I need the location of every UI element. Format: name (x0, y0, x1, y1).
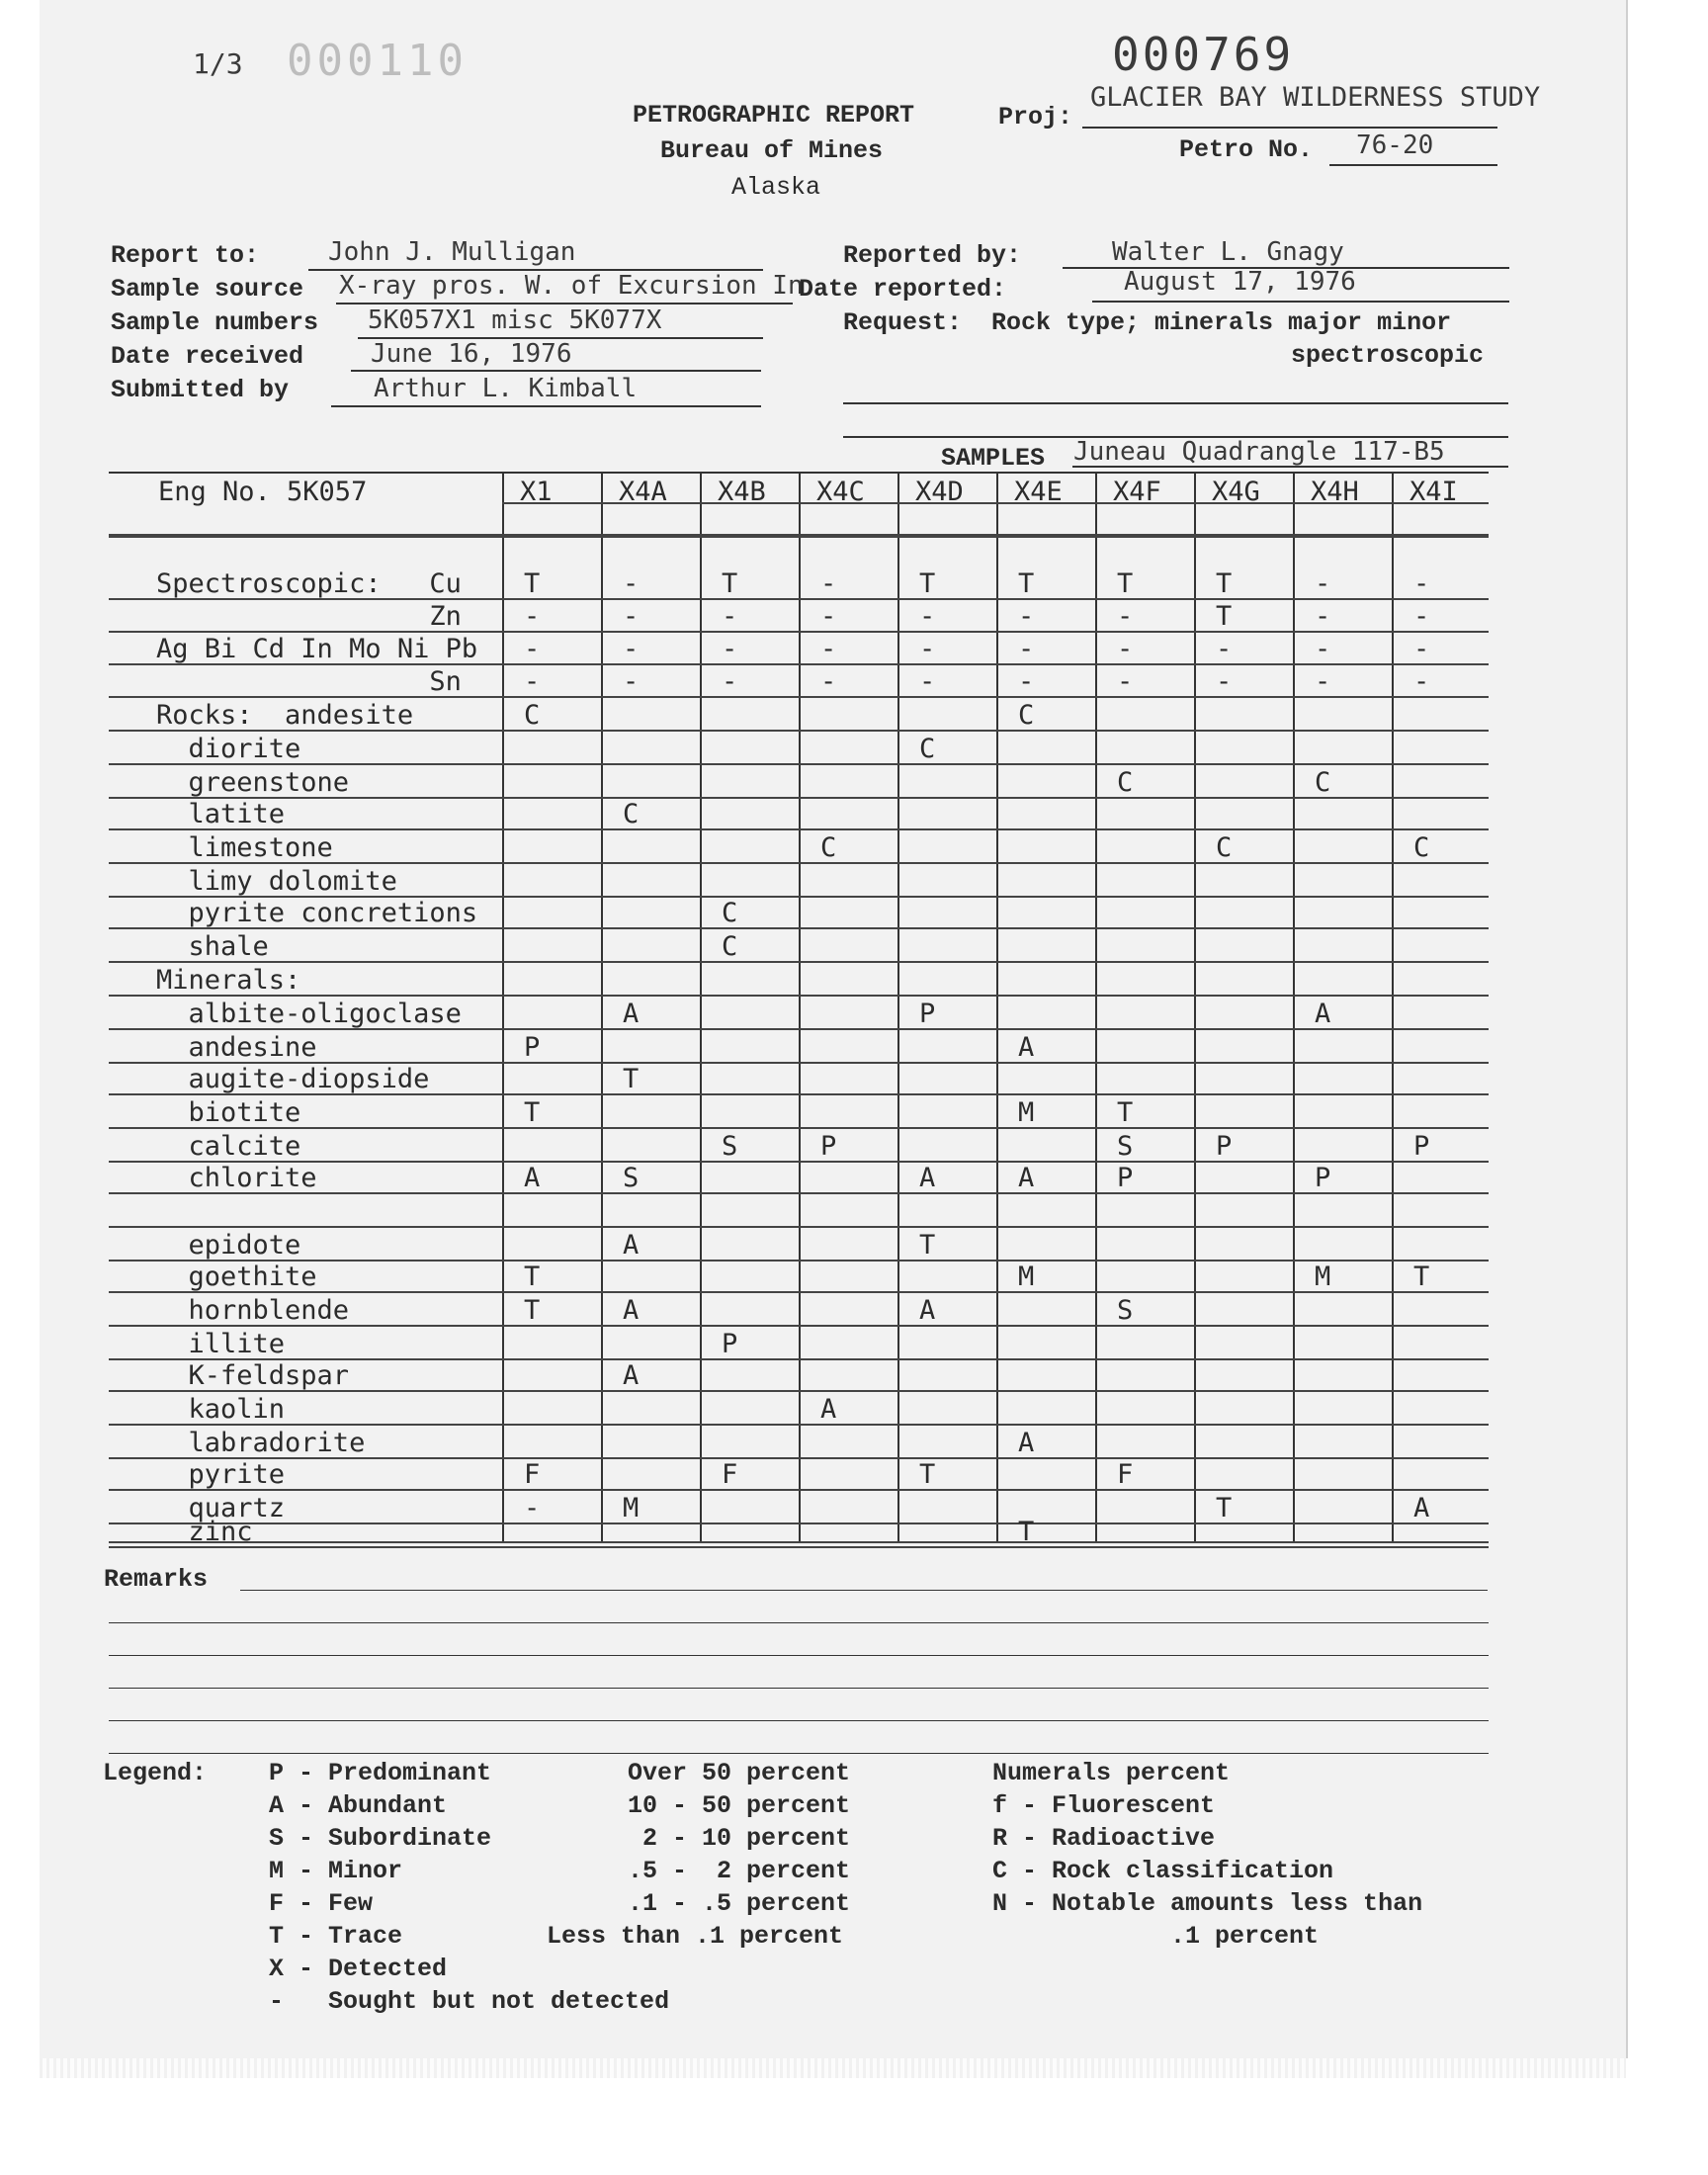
project-name: GLACIER BAY WILDERNESS STUDY (1090, 82, 1541, 113)
table-row-label: shale (156, 931, 269, 962)
table-cell: T (524, 1295, 541, 1326)
table-cell: S (623, 1163, 640, 1193)
date-reported-underline (1092, 301, 1509, 303)
table-cell: A (1018, 1163, 1035, 1193)
legend-code: - Sought but not detected (269, 1987, 670, 2016)
table-bottom-border (109, 1541, 1489, 1543)
table-row-label: augite-diopside (156, 1064, 430, 1094)
table-cell: T (524, 568, 541, 599)
document-number: 000769 (1112, 28, 1295, 81)
table-row-label: Minerals: (156, 965, 301, 996)
table-cell: S (722, 1131, 738, 1162)
header-row-divider (502, 502, 1489, 504)
table-cell: F (524, 1459, 541, 1490)
table-cell: T (919, 568, 936, 599)
table-cell: M (623, 1493, 640, 1523)
table-cell: C (1117, 767, 1134, 798)
table-cell: T (524, 1262, 541, 1292)
table-cell: - (524, 1493, 541, 1523)
project-underline (1082, 127, 1497, 129)
table-cell: T (524, 1097, 541, 1128)
table-row-divider (109, 763, 1489, 765)
quadrangle-name: Juneau Quadrangle 117-B5 (1073, 437, 1445, 467)
table-row-label: limestone (156, 832, 333, 863)
legend-range: 2 - 10 percent (628, 1824, 851, 1853)
table-cell: C (1216, 832, 1233, 863)
date-received-label: Date received (111, 342, 304, 371)
table-cell: T (1216, 568, 1233, 599)
table-cell: C (1413, 832, 1430, 863)
table-cell: M (1315, 1262, 1331, 1292)
table-row-label: Ag Bi Cd In Mo Ni Pb (156, 634, 478, 664)
legend-range: Over 50 percent (628, 1759, 851, 1787)
table-cell: P (1413, 1131, 1430, 1162)
legend-code: X - Detected (269, 1955, 448, 1983)
table-cell: - (919, 634, 936, 664)
table-row-label: greenstone (156, 767, 350, 798)
table-cell: - (1216, 634, 1233, 664)
table-row-label: Zn (156, 601, 462, 632)
table-row-divider (109, 631, 1489, 633)
table-cell: T (1018, 568, 1035, 599)
table-row-divider (109, 961, 1489, 963)
legend-code: S - Subordinate (269, 1824, 492, 1853)
table-cell: F (722, 1459, 738, 1490)
page-fraction: 1/3 (193, 47, 243, 80)
table-cell: C (722, 898, 738, 928)
table-cell: T (1018, 1517, 1035, 1547)
table-cell: - (1413, 601, 1430, 632)
table-cell: A (524, 1163, 541, 1193)
table-row-divider (109, 1390, 1489, 1392)
legend-note: C - Rock classification (992, 1857, 1334, 1885)
table-cell: C (820, 832, 837, 863)
table-cell: T (623, 1064, 640, 1094)
report-to-label: Report to: (111, 241, 260, 270)
faint-stamp-number: 000110 (287, 36, 468, 86)
table-cell: - (1315, 666, 1331, 697)
legend-label: Legend: (103, 1759, 208, 1787)
table-cell: - (820, 666, 837, 697)
report-to-value: John J. Mulligan (328, 237, 576, 267)
remarks-line-4 (109, 1688, 1489, 1689)
sample-source-label: Sample source (111, 275, 304, 304)
table-cell: A (623, 1295, 640, 1326)
legend-note: Numerals percent (992, 1759, 1231, 1787)
table-cell: P (919, 999, 936, 1029)
samples-label: SAMPLES (941, 444, 1046, 473)
column-header-x4d: X4D (915, 477, 964, 507)
date-received-underline (351, 370, 761, 372)
table-row-divider (109, 1325, 1489, 1327)
table-row-label: latite (156, 799, 286, 829)
table-row-divider (109, 730, 1489, 732)
table-cell: - (1117, 601, 1134, 632)
scan-edge (40, 2058, 1626, 2078)
table-row-label: chlorite (156, 1163, 317, 1193)
request-line-2: spectroscopic (1291, 341, 1485, 370)
table-row-divider (109, 696, 1489, 698)
organization-name: Bureau of Mines (660, 136, 884, 165)
table-cell: P (820, 1131, 837, 1162)
legend-code: M - Minor (269, 1857, 403, 1885)
table-row-divider (109, 828, 1489, 830)
table-cell: - (1315, 601, 1331, 632)
table-cell: - (1315, 568, 1331, 599)
reported-by-label: Reported by: (843, 241, 1022, 270)
table-cell: A (919, 1163, 936, 1193)
table-cell: S (1117, 1295, 1134, 1326)
table-row-label: Rocks: andesite (156, 700, 414, 731)
table-cell: - (524, 634, 541, 664)
table-cell: F (1117, 1459, 1134, 1490)
table-row-label: kaolin (156, 1394, 286, 1425)
date-received-value: June 16, 1976 (371, 339, 572, 369)
column-header-x4f: X4F (1113, 477, 1161, 507)
table-cell: - (1117, 666, 1134, 697)
table-cell: - (1018, 634, 1035, 664)
table-cell: T (722, 568, 738, 599)
table-cell: - (623, 601, 640, 632)
report-title: PETROGRAPHIC REPORT (633, 101, 915, 130)
table-row-divider (109, 663, 1489, 665)
table-row-divider (109, 1489, 1489, 1491)
table-cell: T (1216, 1493, 1233, 1523)
legend-code: P - Predominant (269, 1759, 492, 1787)
table-row-divider (109, 1028, 1489, 1030)
submitted-by-value: Arthur L. Kimball (374, 374, 638, 403)
remarks-line-3 (109, 1655, 1489, 1656)
table-cell: T (1117, 568, 1134, 599)
sample-numbers-value: 5K057X1 misc 5K077X (368, 305, 662, 335)
table-row-divider (109, 1424, 1489, 1426)
table-row-divider (109, 1192, 1489, 1194)
table-row-label: albite-oligoclase (156, 999, 462, 1029)
table-row-label: Sn (156, 666, 462, 697)
table-cell: - (1216, 666, 1233, 697)
remarks-label: Remarks (104, 1565, 209, 1594)
legend-note: .1 percent (992, 1922, 1320, 1951)
legend-code: A - Abundant (269, 1791, 448, 1820)
table-row-divider (109, 797, 1489, 799)
legend-note: f - Fluorescent (992, 1791, 1216, 1820)
remarks-line-6 (109, 1753, 1489, 1754)
table-cell: - (623, 666, 640, 697)
table-row-label: diorite (156, 734, 301, 764)
table-row-label: labradorite (156, 1428, 366, 1458)
table-row-label: biotite (156, 1097, 301, 1128)
table-row-label: goethite (156, 1262, 317, 1292)
legend-code: F - Few (269, 1889, 374, 1918)
table-cell: T (1216, 601, 1233, 632)
table-cell: - (1018, 666, 1035, 697)
table-cell: P (1216, 1131, 1233, 1162)
date-reported-label: Date reported: (799, 275, 1007, 304)
table-cell: - (524, 666, 541, 697)
table-row-label: pyrite concretions (156, 898, 478, 928)
table-cell: P (722, 1329, 738, 1359)
table-cell: - (722, 666, 738, 697)
legend-range: Less than .1 percent (547, 1922, 844, 1951)
legend-range: 10 - 50 percent (628, 1791, 851, 1820)
table-row-label: zinc (156, 1517, 253, 1547)
table-cell: - (820, 568, 837, 599)
table-cell: T (1413, 1262, 1430, 1292)
table-cell: A (623, 1230, 640, 1261)
remarks-line-1 (240, 1590, 1488, 1591)
table-cell: A (820, 1394, 837, 1425)
table-row-label: andesine (156, 1032, 317, 1063)
table-cell: S (1117, 1131, 1134, 1162)
table-cell: C (1018, 700, 1035, 731)
table-row-divider (109, 1226, 1489, 1228)
table-cell: M (1018, 1097, 1035, 1128)
table-cell: A (1018, 1428, 1035, 1458)
table-cell: - (1117, 634, 1134, 664)
table-row-label: calcite (156, 1131, 301, 1162)
table-row-label: quartz (156, 1493, 286, 1523)
table-cell: P (1315, 1163, 1331, 1193)
petro-label: Petro No. (1179, 135, 1314, 164)
table-cell: A (1018, 1032, 1035, 1063)
column-header-x1: X1 (520, 477, 553, 507)
table-cell: - (524, 601, 541, 632)
table-row-divider (109, 995, 1489, 997)
table-cell: - (820, 634, 837, 664)
table-row-divider (109, 1093, 1489, 1095)
table-cell: C (722, 931, 738, 962)
column-header-x4h: X4H (1311, 477, 1359, 507)
table-cell: - (623, 634, 640, 664)
table-cell: A (1315, 999, 1331, 1029)
table-cell: - (1413, 634, 1430, 664)
table-row-label: epidote (156, 1230, 301, 1261)
table-cell: P (1117, 1163, 1134, 1193)
submitted-by-label: Submitted by (111, 376, 290, 404)
column-header-x4g: X4G (1212, 477, 1260, 507)
table-row-label: pyrite (156, 1459, 286, 1490)
table-cell: A (919, 1295, 936, 1326)
sample-source-underline (336, 303, 793, 304)
table-cell: - (722, 601, 738, 632)
table-row-divider (109, 862, 1489, 864)
table-cell: M (1018, 1262, 1035, 1292)
table-cell: P (524, 1032, 541, 1063)
table-cell: C (623, 799, 640, 829)
table-row-divider (109, 1546, 1489, 1548)
table-cell: T (1117, 1097, 1134, 1128)
table-row-label: limy dolomite (156, 866, 397, 897)
table-row-divider (109, 598, 1489, 600)
table-cell: - (820, 601, 837, 632)
petro-number: 76-20 (1356, 130, 1434, 160)
table-row-divider (109, 927, 1489, 929)
submitted-by-underline (331, 405, 761, 407)
quadrangle-underline (1072, 466, 1508, 468)
eng-number: Eng No. 5K057 (158, 477, 368, 507)
request-line-1: Rock type; minerals major minor (991, 308, 1452, 337)
table-row-divider (109, 1522, 1489, 1524)
table-row-divider (109, 1127, 1489, 1129)
remarks-line-5 (109, 1720, 1489, 1721)
table-cell: - (919, 601, 936, 632)
table-cell: - (919, 666, 936, 697)
table-cell: - (623, 568, 640, 599)
column-header-x4i: X4I (1409, 477, 1458, 507)
table-cell: - (1018, 601, 1035, 632)
table-cell: A (623, 999, 640, 1029)
table-row-label: K-feldspar (156, 1360, 350, 1391)
table-row-label: hornblende (156, 1295, 350, 1326)
date-reported-value: August 17, 1976 (1124, 267, 1356, 297)
table-row-label: Spectroscopic: Cu (156, 568, 462, 599)
region-name: Alaska (731, 173, 821, 202)
legend-note: R - Radioactive (992, 1824, 1216, 1853)
table-cell: - (1315, 634, 1331, 664)
table-row-divider (109, 536, 1489, 538)
reported-by-value: Walter L. Gnagy (1112, 237, 1344, 267)
petro-underline (1329, 164, 1497, 166)
remarks-line-2 (109, 1622, 1489, 1623)
table-cell: - (1413, 666, 1430, 697)
column-header-x4e: X4E (1014, 477, 1063, 507)
table-cell: T (919, 1230, 936, 1261)
table-cell: C (1315, 767, 1331, 798)
sample-numbers-label: Sample numbers (111, 308, 319, 337)
table-cell: A (623, 1360, 640, 1391)
sample-source-value: X-ray pros. W. of Excursion In (339, 271, 804, 301)
table-cell: A (1413, 1493, 1430, 1523)
legend-range: .1 - .5 percent (628, 1889, 851, 1918)
table-cell: - (722, 634, 738, 664)
request-label: Request: (843, 308, 963, 337)
column-header-x4b: X4B (718, 477, 766, 507)
table-cell: T (919, 1459, 936, 1490)
request-underline-1 (843, 402, 1508, 404)
legend-note: N - Notable amounts less than (992, 1889, 1423, 1918)
column-header-x4a: X4A (619, 477, 667, 507)
legend-range: .5 - 2 percent (628, 1857, 851, 1885)
table-cell: - (1413, 568, 1430, 599)
table-row-label: illite (156, 1329, 286, 1359)
table-cell: C (524, 700, 541, 731)
table-cell: C (919, 734, 936, 764)
proj-label: Proj: (998, 103, 1073, 131)
column-header-x4c: X4C (816, 477, 865, 507)
legend-code: T - Trace (269, 1922, 403, 1951)
table-row-divider (109, 1291, 1489, 1293)
